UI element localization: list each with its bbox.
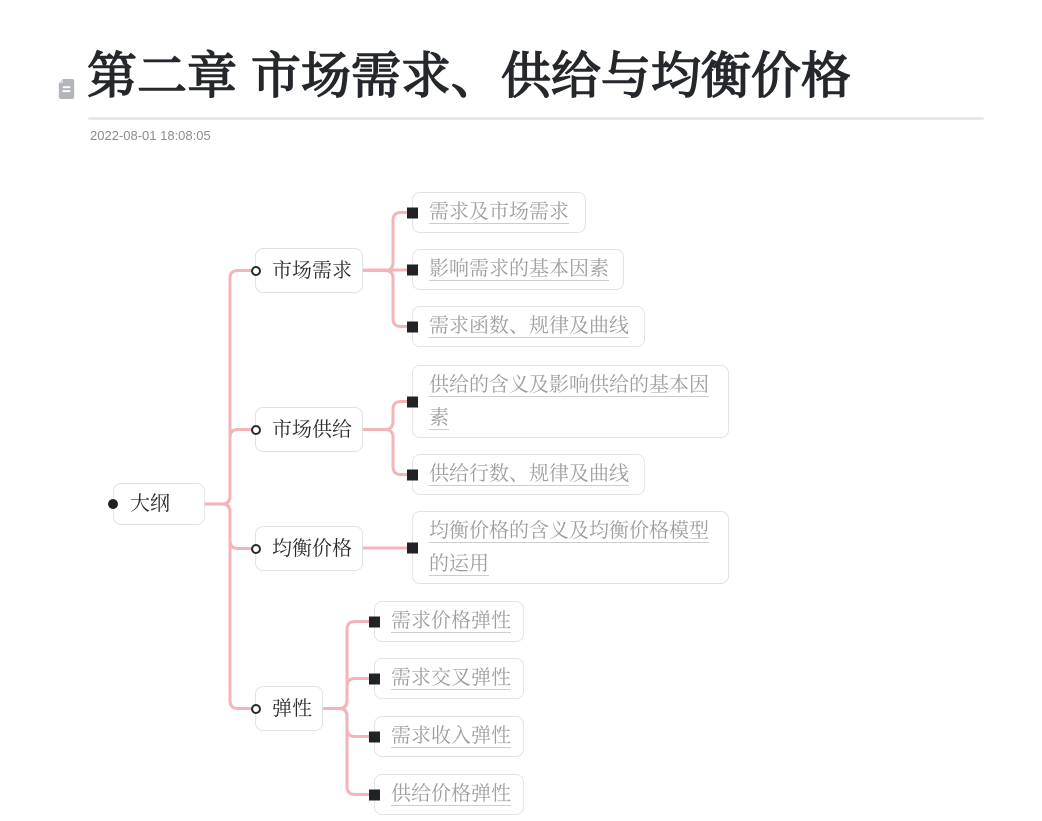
hollow-circle-icon (251, 425, 261, 435)
node-label: 均衡价格的含义及均衡价格模型的运用 (429, 519, 709, 575)
filled-square-icon (407, 469, 418, 480)
connector-branch3-leaf1 (323, 679, 374, 709)
filled-square-icon (369, 616, 380, 627)
filled-square-icon (369, 731, 380, 742)
node-label: 需求交叉弹性 (391, 667, 511, 689)
mindmap-node-leaf[interactable] (412, 365, 729, 438)
filled-square-icon (407, 207, 418, 218)
mindmap-node-branch-equilibrium-price[interactable] (255, 526, 363, 571)
node-label: 供给价格弹性 (391, 783, 511, 805)
connector-branch1-leaf0 (363, 402, 412, 430)
node-label: 影响需求的基本因素 (429, 258, 609, 280)
filled-dot-icon (108, 499, 118, 509)
filled-square-icon (407, 321, 418, 332)
hollow-circle-icon (251, 704, 261, 714)
mindmap-node-branch-market-supply[interactable] (255, 407, 363, 452)
filled-square-icon (369, 673, 380, 684)
node-label: 供给的含义及影响供给的基本因素 (429, 373, 709, 429)
connector-branch0-leaf0 (363, 213, 412, 271)
mindmap-node-leaf[interactable] (374, 601, 524, 642)
node-label: 需求及市场需求 (429, 201, 569, 223)
mindmap-node-leaf[interactable] (412, 249, 624, 290)
timestamp: 2022-08-01 18:08:05 (90, 128, 211, 143)
mindmap-node-leaf[interactable] (412, 454, 645, 495)
mindmap-node-leaf[interactable] (374, 774, 524, 815)
mindmap-node-leaf[interactable] (412, 306, 645, 347)
node-label: 需求收入弹性 (391, 725, 511, 747)
mindmap-node-leaf[interactable] (374, 716, 524, 757)
connector-branch3-leaf3 (323, 709, 374, 795)
filled-square-icon (407, 264, 418, 275)
node-label: 大纲 (130, 493, 170, 515)
node-label: 弹性 (272, 697, 312, 720)
mindmap-node-branch-elasticity[interactable] (255, 686, 323, 731)
mindmap-node-branch-market-demand[interactable] (255, 248, 363, 293)
connector-branch1-leaf1 (363, 430, 412, 475)
node-label: 市场供给 (272, 418, 352, 441)
page-title: 第二章 市场需求、供给与均衡价格 (87, 48, 851, 104)
hollow-circle-icon (251, 266, 261, 276)
connector-root-branch3 (205, 504, 255, 709)
filled-square-icon (407, 396, 418, 407)
node-label: 需求函数、规律及曲线 (429, 315, 629, 337)
node-label: 供给行数、规律及曲线 (429, 463, 629, 485)
connector-root-branch1 (205, 430, 255, 505)
filled-square-icon (369, 789, 380, 800)
mindmap-node-leaf[interactable] (412, 192, 586, 233)
node-label: 均衡价格 (272, 537, 352, 560)
filled-square-icon (407, 542, 418, 553)
mindmap-node-leaf[interactable] (374, 658, 524, 699)
mindmap-node-root[interactable] (113, 483, 205, 525)
hollow-circle-icon (251, 544, 261, 554)
mindmap-node-leaf[interactable] (412, 511, 729, 584)
node-label: 市场需求 (272, 259, 352, 282)
connector-branch0-leaf2 (363, 271, 412, 327)
node-label: 需求价格弹性 (391, 610, 511, 632)
